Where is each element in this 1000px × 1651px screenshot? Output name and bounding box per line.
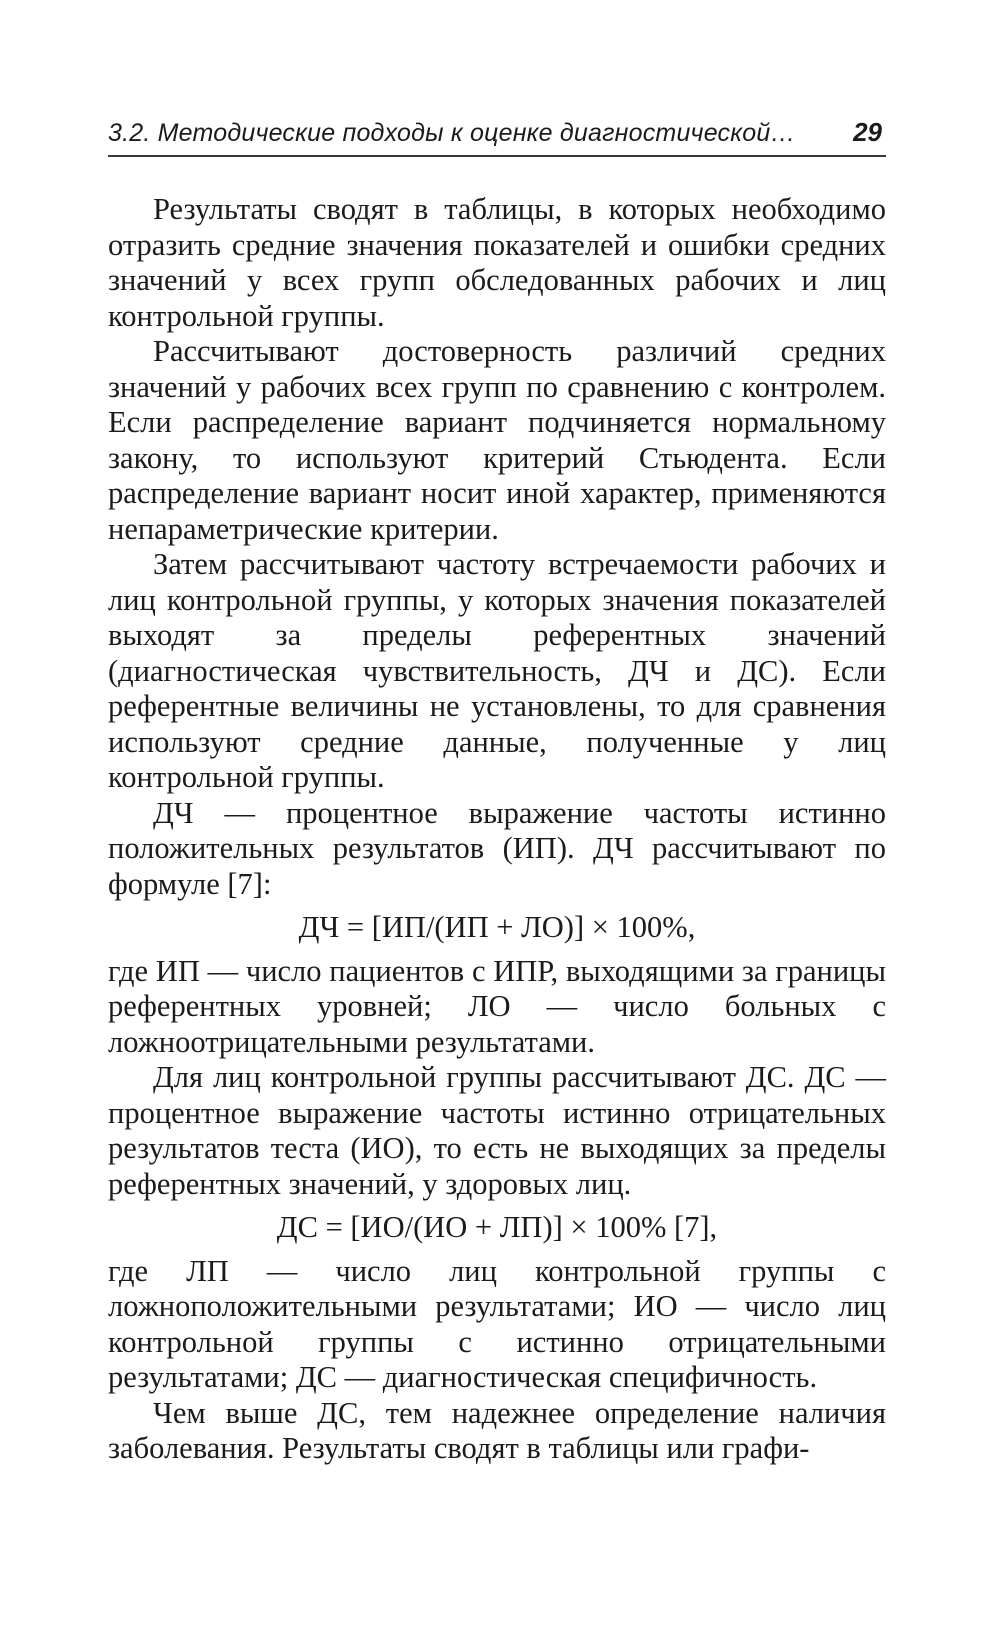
paragraph-sensitivity-legend: где ИП — число пациентов с ИПР, выходящими за границы референтных уровней; ЛО — число больных с ложноотрицательными результатами. — [108, 953, 886, 1059]
paragraph-sensitivity-definition: ДЧ — процентное выражение частоты истинно положительных результатов (ИП). ДЧ рассчитывают по формуле [7]: — [108, 795, 886, 901]
formula-sensitivity: ДЧ = [ИП/(ИП + ЛО)] × 100%, — [298, 910, 696, 944]
paragraph-results-tables: Результаты сводят в таблицы, в которых необходимо отразить средние значения показателей и ошибки средних значений у всех групп обследованных рабочих и лиц контрольной группы. — [108, 192, 886, 333]
paragraph-specificity-definition: Для лиц контрольной группы рассчитывают ДС. ДС — процентное выражение частоты истинно отрицательных результатов теста (ИО), то есть не выходящих за пределы референтных значений, у здоровых лиц. — [108, 1060, 886, 1201]
chapter-title: 3.2. Методические подходы к оценке диагностической… — [108, 119, 796, 147]
paragraph-frequency: Затем рассчитывают частоту встречаемости рабочих и лиц контрольной группы, у которых значения показателей выходят за пределы референтных значений (диагностическая чувствительность, ДЧ и ДС). Если референтные величины не установлены, то для сравнения используют средние данные, полученные у лиц контрольной группы. — [108, 547, 886, 794]
page-body — [108, 192, 886, 1467]
paragraph-specificity-legend: где ЛП — число лиц контрольной группы с ложноположительными результатами; ИО — число лиц контрольной группы с истинно отрицательными результатами; ДС — диагностическая специфичность. — [108, 1253, 886, 1394]
paragraph-significance: Рассчитывают достоверность различий средних значений у рабочих всех групп по сравнению с контролем. Если распределение вариант подчиняется нормальному закону, то используют критерий Стьюдента. Если распределение вариант носит иной характер, применяются непараметрические критерии. — [108, 334, 886, 546]
formula-specificity: ДС = [ИО/(ИО + ЛП)] × 100% [7], — [276, 1210, 718, 1244]
running-header — [108, 113, 886, 157]
paragraph-conclusion: Чем выше ДС, тем надежнее определение наличия заболевания. Результаты сводят в таблицы или графи- — [108, 1395, 886, 1465]
page-number: 29 — [853, 117, 882, 147]
